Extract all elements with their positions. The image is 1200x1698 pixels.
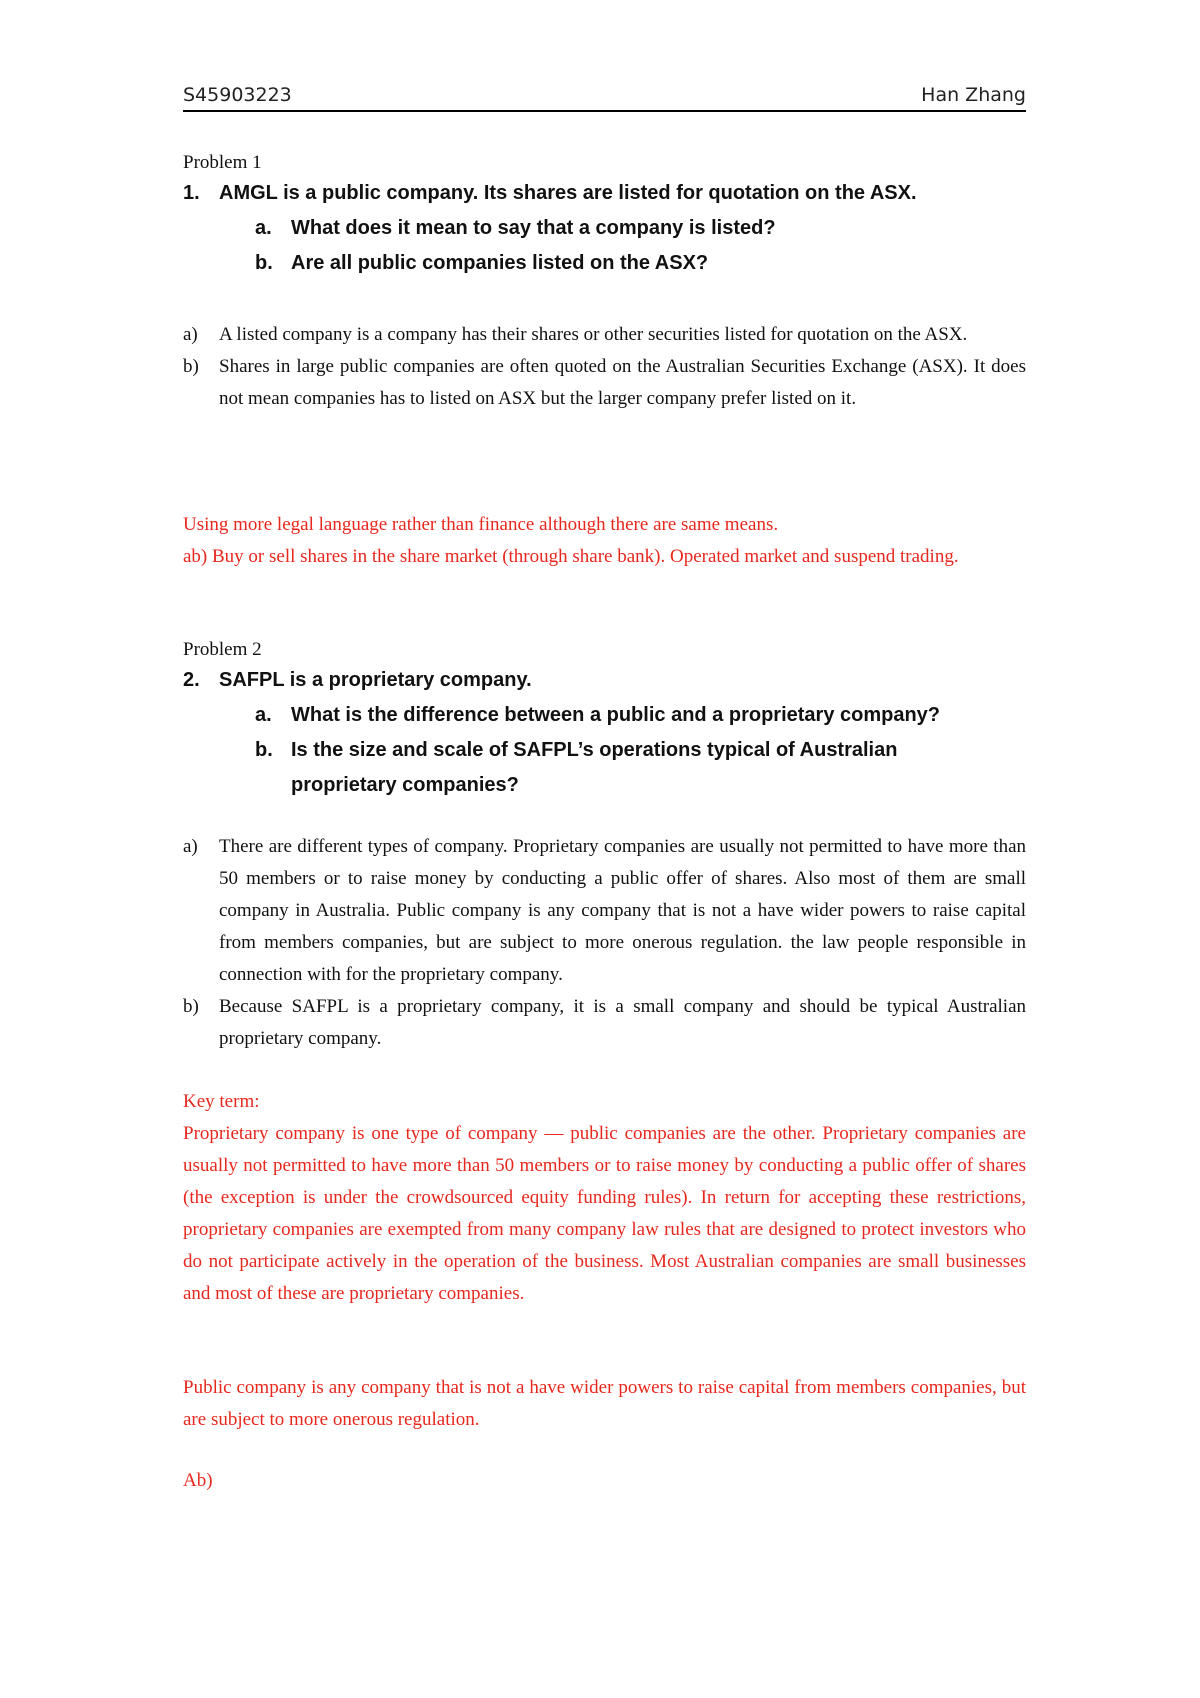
answer-b (183, 351, 1026, 415)
problem-1-sub-a (183, 211, 1026, 246)
problem-2-question (183, 663, 1026, 698)
answer-b (183, 991, 1026, 1055)
answer-label: a) (183, 836, 198, 857)
key-term-text: Proprietary company is one type of company — public companies are the other. Proprietary companies are usually not permitted to have more than 50 members or to raise money by conducting a public offer of shares (the exception is under the crowdsourced equity funding rules). In return for accepting these restrictions, proprietary companies are exempted from many company law rules that are designed to protect investors who do not participate actively in the operation of the business. Most Australian companies are small businesses and most of these are proprietary companies. (183, 1123, 1026, 1304)
page-header (183, 80, 1026, 112)
question-text: SAFPL is a proprietary company. (219, 669, 532, 691)
question-number: 1. (183, 182, 200, 204)
feedback-line: Using more legal language rather than finance although there are same means. (183, 514, 779, 535)
answer-label: a) (183, 324, 198, 345)
feedback-line: ab) Buy or sell shares in the share market (through share bank). Operated market and suspend trading. (183, 546, 959, 567)
answer-text: Shares in large public companies are often quoted on the Australian Securities Exchange (ASX). It does not mean companies has to listed on ASX but the larger company prefer listed on it. (219, 356, 1026, 409)
problem-2-sub-a (183, 698, 1026, 733)
problem-2-sub-b (183, 733, 1026, 768)
answer-text: There are different types of company. Proprietary companies are usually not permitted to have more than 50 members or to raise money by conducting a public offer of shares. Also most of them are small company in Australia. Public company is any company that is not a have wider powers to raise capital from members companies, but are subject to more onerous regulation. the law people responsible in connection with for the proprietary company. (219, 836, 1026, 985)
problem-1-title: Problem 1 (183, 152, 262, 173)
answer-a (183, 319, 1026, 351)
question-text: AMGL is a public company. Its shares are listed for quotation on the ASX. (219, 182, 917, 204)
ab-label: Ab) (183, 1470, 213, 1491)
problem-2-questions (183, 663, 1026, 803)
problem-1-feedback (183, 509, 1026, 573)
sub-question-text: What does it mean to say that a company is listed? (291, 217, 776, 239)
key-term-label: Key term: (183, 1091, 260, 1112)
problem-1-questions (183, 176, 1026, 281)
sub-question-label: a. (255, 217, 272, 239)
answer-text: Because SAFPL is a proprietary company, it is a small company and should be typical Australian proprietary company. (219, 996, 1026, 1049)
question-number: 2. (183, 669, 200, 691)
student-id: S45903223 (183, 84, 292, 106)
sub-question-text: What is the difference between a public and a proprietary company? (291, 704, 941, 726)
answer-label: b) (183, 996, 199, 1017)
student-name: Han Zhang (921, 84, 1026, 106)
sub-question-label: b. (255, 252, 273, 274)
answer-a (183, 831, 1026, 991)
key-term-section (183, 1086, 1026, 1310)
problem-1-sub-b (183, 246, 1026, 281)
sub-question-text: Is the size and scale of SAFPL’s operations typical of Australian (291, 739, 898, 761)
problem-1-answers (183, 319, 1026, 415)
sub-question-label: b. (255, 739, 273, 761)
problem-2-title: Problem 2 (183, 639, 262, 660)
sub-question-label: a. (255, 704, 272, 726)
problem-1-question (183, 176, 1026, 211)
sub-question-text: Are all public companies listed on the ASX? (291, 252, 709, 274)
answer-text: A listed company is a company has their shares or other securities listed for quotation on the ASX. (219, 324, 968, 345)
public-company-note: Public company is any company that is not a have wider powers to raise capital from members companies, but are subject to more onerous regulation. (183, 1377, 1026, 1430)
problem-2-answers (183, 831, 1026, 1055)
sub-question-text: proprietary companies? (291, 774, 519, 796)
answer-label: b) (183, 356, 199, 377)
problem-2-sub-b-continued (183, 768, 1026, 803)
